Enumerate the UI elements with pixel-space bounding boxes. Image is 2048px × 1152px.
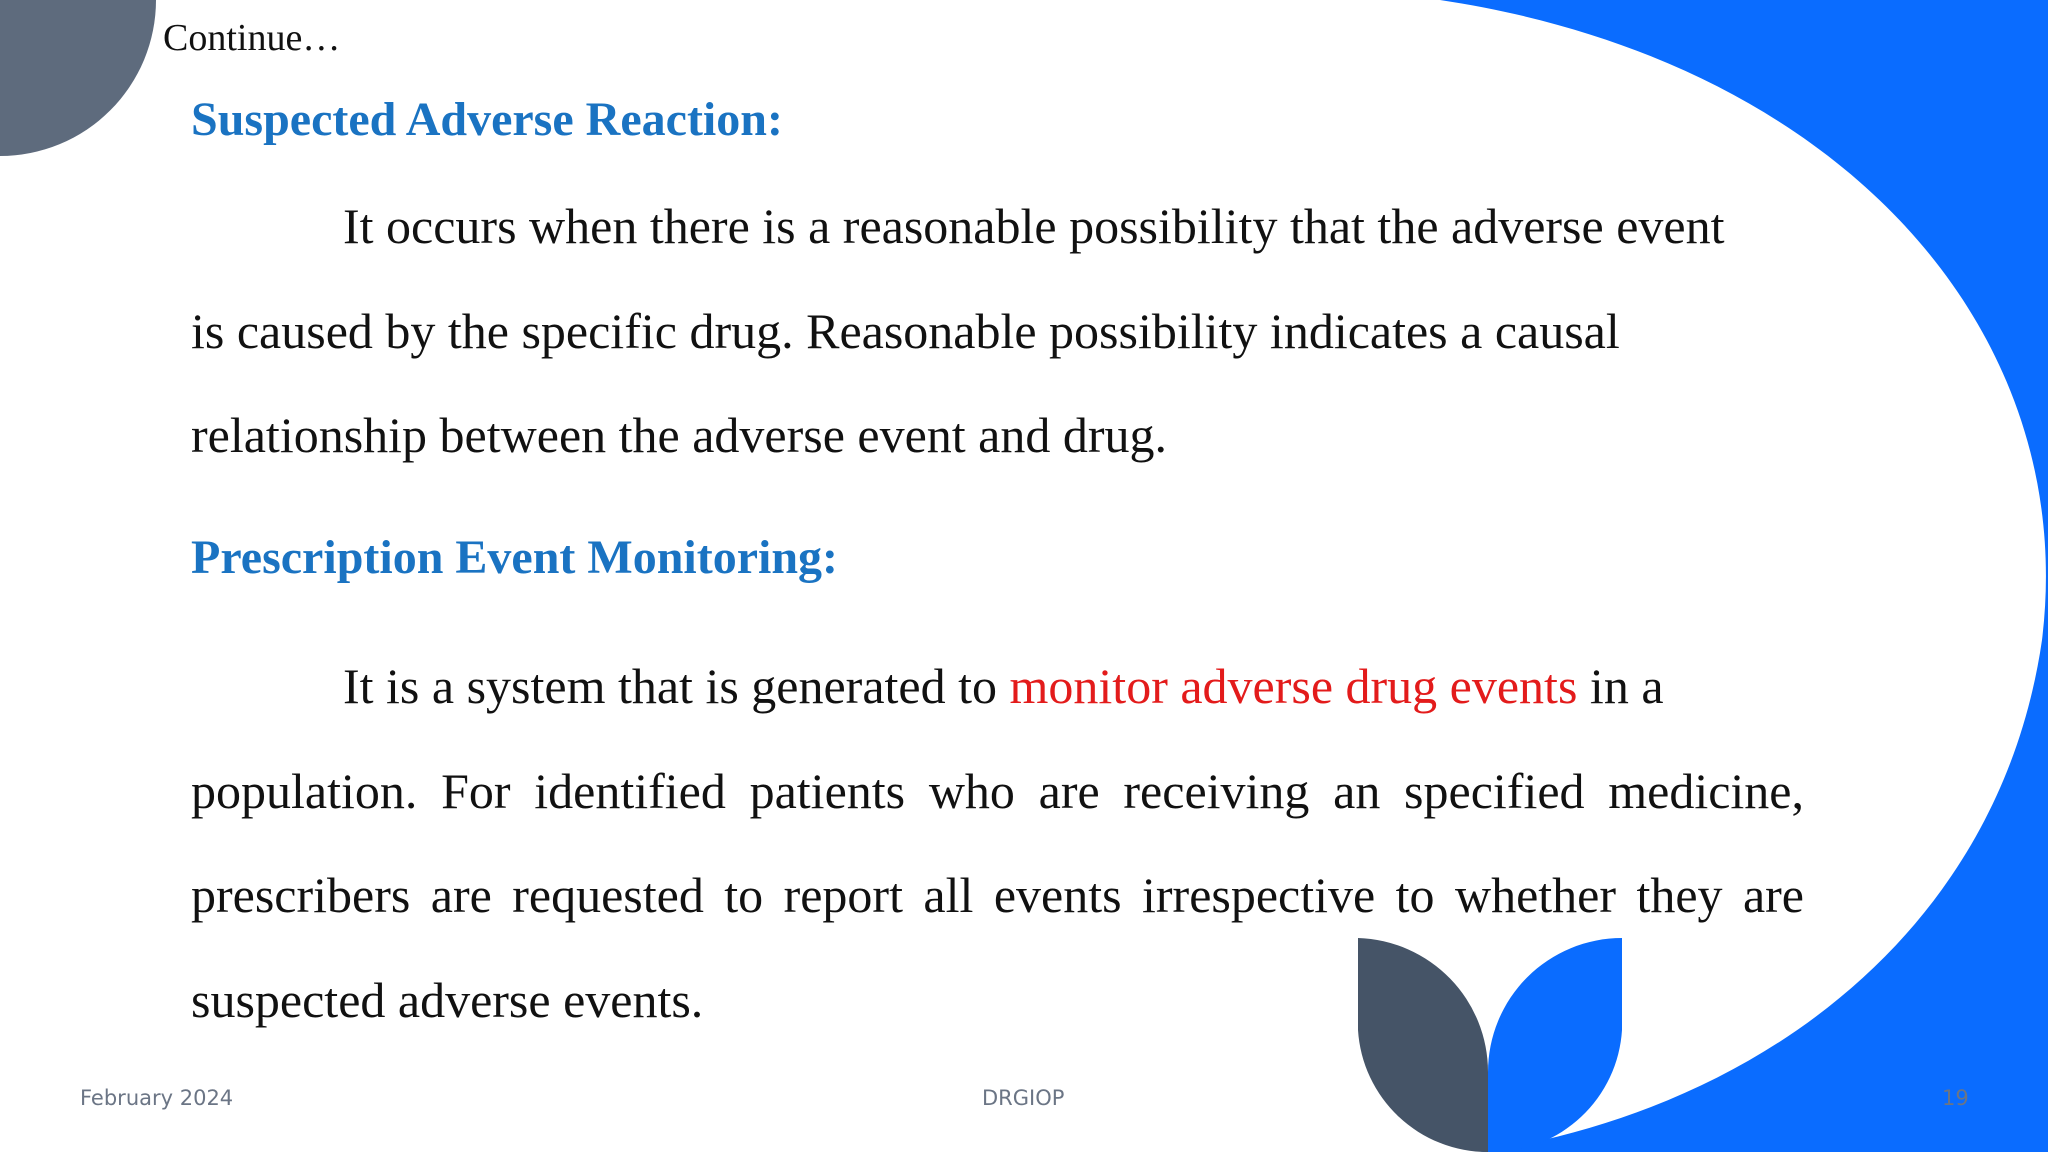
corner-quarter-circle (0, 0, 156, 156)
highlighted-phrase: monitor adverse drug events (1009, 658, 1578, 714)
footer-date: February 2024 (80, 1086, 234, 1110)
continue-label: Continue… (163, 17, 341, 59)
heading-suspected-adverse-reaction: Suspected Adverse Reaction: (191, 93, 783, 146)
paragraph-rest: population. For identified patients who are receiving an specified medicine, prescribers are requested to report all events irrespective to whether they are suspected adverse events. (191, 762, 1804, 1028)
paragraph-prescription-event-monitoring (191, 634, 1804, 1052)
text-segment: It is a system that is generated to (343, 658, 1010, 714)
footer-organization: DRGIOP (982, 1086, 1065, 1110)
paragraph-first-line (191, 634, 1804, 739)
paragraph-line: is caused by the specific drug. Reasonable possibility indicates a causal (191, 302, 1620, 359)
slide-number: 19 (1942, 1086, 1969, 1110)
paragraph-suspected-adverse-reaction (191, 174, 1804, 488)
paragraph-line: relationship between the adverse event and drug. (191, 407, 1168, 463)
text-segment: in a (1577, 658, 1664, 714)
heading-prescription-event-monitoring: Prescription Event Monitoring: (191, 531, 839, 584)
paragraph-line: It occurs when there is a reasonable possibility that the adverse event (343, 198, 1725, 254)
